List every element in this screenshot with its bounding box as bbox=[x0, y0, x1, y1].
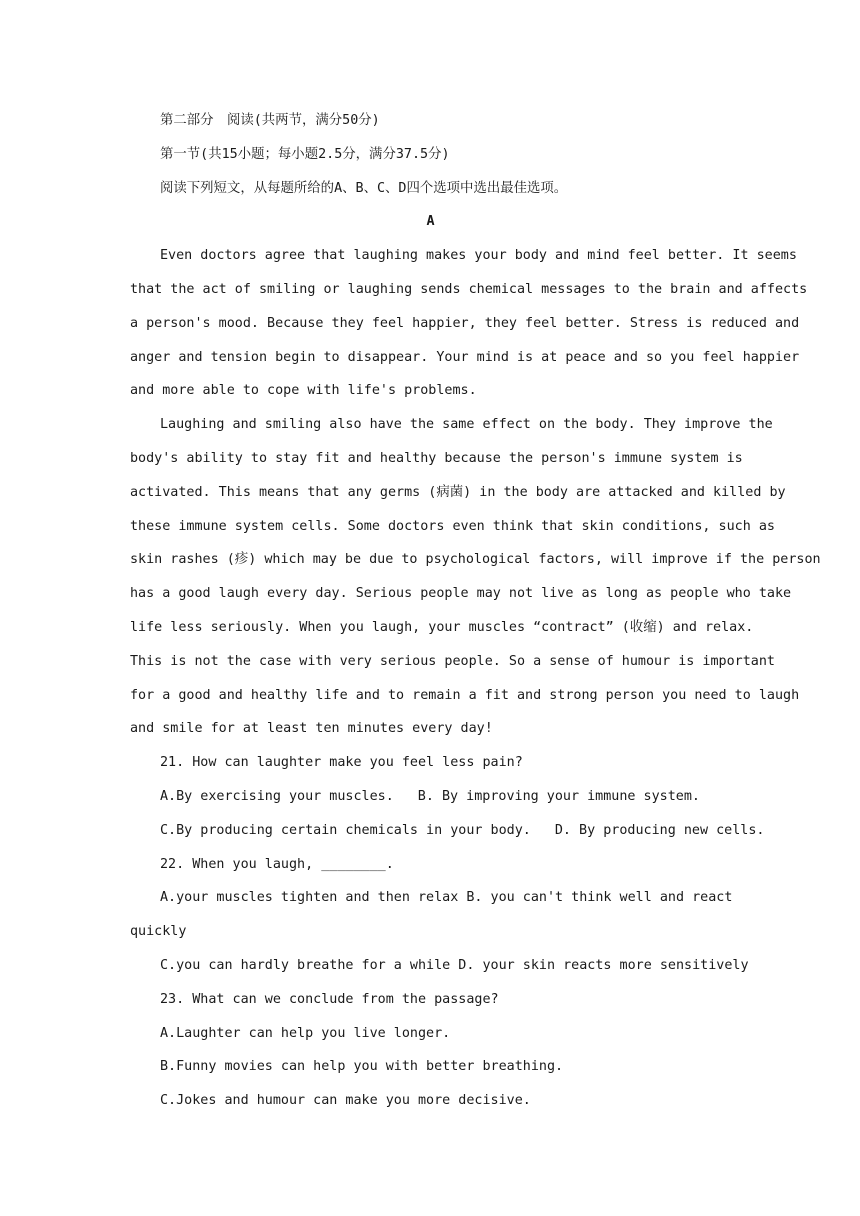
option-b: B.Funny movies can help you with better breathing. bbox=[160, 1059, 564, 1075]
passage-line: and more able to cope with life's problems. bbox=[130, 383, 477, 399]
passage-line: body's ability to stay fit and healthy because the person's immune system is bbox=[130, 450, 743, 466]
passage-line: life less seriously. When you laugh, your muscles “contract” (收缩) and relax. bbox=[130, 619, 754, 635]
question-stem: 23. What can we conclude from the passage? bbox=[160, 991, 499, 1007]
passage-paragraph-2 bbox=[130, 408, 821, 746]
passage-line: Laughing and smiling also have the same effect on the body. They improve the bbox=[160, 417, 773, 433]
document-page bbox=[130, 104, 821, 1118]
passage-line: activated. This means that any germs (病菌) in the body are attacked and killed by bbox=[130, 484, 786, 500]
option-b: B. you can't think well and react bbox=[466, 890, 733, 906]
options-row bbox=[130, 949, 749, 983]
option-d: D. By producing new cells. bbox=[554, 822, 765, 838]
question-23 bbox=[130, 983, 731, 1118]
passage-line: a person's mood. Because they feel happier, they feel better. Stress is reduced and bbox=[130, 315, 800, 331]
passage-paragraph-1 bbox=[130, 239, 808, 408]
option-b-continuation: quickly bbox=[130, 924, 187, 940]
question-21 bbox=[130, 746, 765, 847]
question-22 bbox=[130, 848, 749, 983]
passage-line: that the act of smiling or laughing sends chemical messages to the brain and affects bbox=[130, 281, 808, 297]
passage-line: has a good laugh every day. Serious people may not live as long as people who take bbox=[130, 586, 792, 602]
part-heading: 第二部分 阅读(共两节，满分50分) bbox=[160, 113, 380, 128]
option-a: A.your muscles tighten and then relax bbox=[160, 890, 459, 906]
option-c: C.Jokes and humour can make you more decisive. bbox=[160, 1093, 531, 1109]
options-row bbox=[130, 881, 731, 915]
passage-line: these immune system cells. Some doctors even think that skin conditions, such as bbox=[130, 518, 775, 534]
passage-line: skin rashes (疹) which may be due to psychological factors, will improve if the person bbox=[130, 552, 821, 568]
option-c: C.By producing certain chemicals in your body. bbox=[160, 822, 531, 838]
section-heading: 第一节(共15小题；每小题2.5分，满分37.5分) bbox=[160, 146, 450, 162]
passage-label: A bbox=[426, 214, 435, 230]
option-c: C.you can hardly breathe for a while bbox=[160, 957, 451, 973]
option-a: A.Laughter can help you live longer. bbox=[160, 1025, 451, 1041]
instruction-text: 阅读下列短文，从每题所给的A、B、C、D四个选项中选出最佳选项。 bbox=[160, 180, 568, 196]
question-stem: 22. When you laugh, ________. bbox=[160, 856, 394, 872]
passage-line: and smile for at least ten minutes every day! bbox=[130, 721, 493, 737]
options-row bbox=[130, 814, 765, 848]
question-stem: 21. How can laughter make you feel less pain? bbox=[160, 755, 523, 771]
option-b: B. By improving your immune system. bbox=[417, 788, 700, 804]
passage-line: anger and tension begin to disappear. Your mind is at peace and so you feel happier bbox=[130, 349, 800, 365]
passage-line: This is not the case with very serious people. So a sense of humour is important bbox=[130, 653, 775, 669]
passage-line: Even doctors agree that laughing makes your body and mind feel better. It seems bbox=[160, 248, 797, 264]
option-a: A.By exercising your muscles. bbox=[160, 788, 394, 804]
passage-line: for a good and healthy life and to remain a fit and strong person you need to laugh bbox=[130, 687, 800, 703]
option-d: D. your skin reacts more sensitively bbox=[458, 957, 749, 973]
options-row bbox=[130, 780, 731, 814]
